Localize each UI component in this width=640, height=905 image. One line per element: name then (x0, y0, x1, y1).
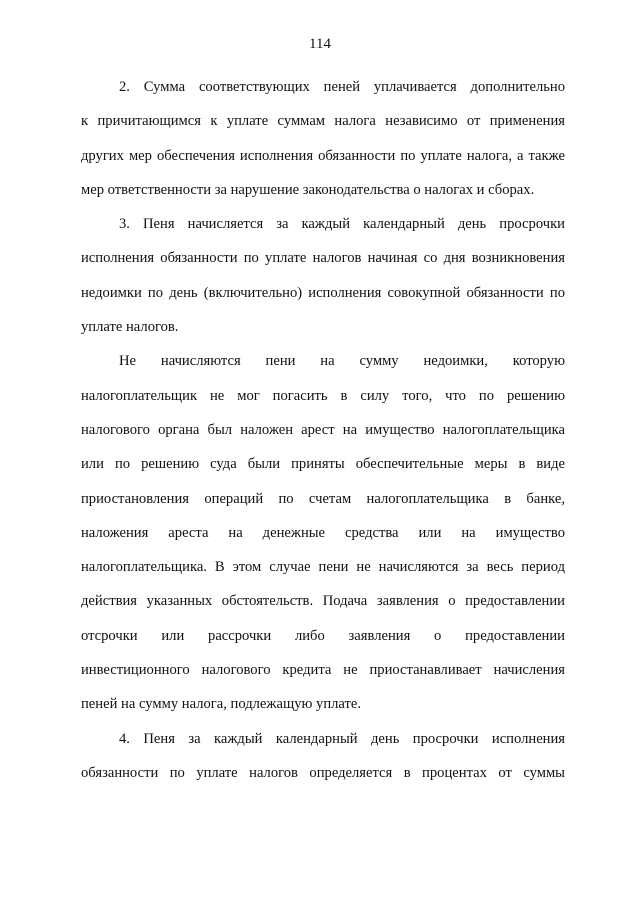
text-line: других мер обеспечения исполнения обязанности по уплате налога, а также (81, 147, 565, 164)
paragraph-4 (81, 722, 565, 791)
text-line: 3. Пеня начисляется за каждый календарный день просрочки (119, 216, 565, 233)
text-line: 2. Сумма соответствующих пеней уплачивается дополнительно (119, 79, 565, 95)
text-line: налогоплательщика. В этом случае пени не начисляются за весь период (81, 559, 565, 576)
text-line: Не начисляются пени на сумму недоимки, которую (119, 353, 565, 370)
paragraph-3-continued (81, 344, 565, 721)
text-line: уплате налогов. (81, 319, 179, 336)
paragraph-3 (81, 207, 565, 344)
text-line: наложения ареста на денежные средства или на имущество (81, 524, 565, 541)
text-line: налогового органа был наложен арест на имущество налогоплательщика (81, 421, 565, 438)
text-line: или по решению суда были приняты обеспечительные меры в виде (81, 456, 565, 473)
document-body (81, 70, 565, 790)
text-line: налогоплательщик не мог погасить в силу того, что по решению (81, 387, 565, 404)
text-line: пеней на сумму налога, подлежащую уплате. (81, 696, 362, 713)
text-line: исполнения обязанности по уплате налогов начиная со дня возникновения (81, 250, 565, 267)
page-number: 114 (309, 36, 331, 52)
paragraph-2 (81, 70, 565, 207)
text-line: инвестиционного налогового кредита не приостанавливает начисления (81, 662, 565, 679)
text-line: недоимки по день (включительно) исполнения совокупной обязанности по (81, 284, 565, 301)
text-line: приостановления операций по счетам налогоплательщика в банке, (81, 490, 565, 507)
text-line: действия указанных обстоятельств. Подача заявления о предоставлении (81, 593, 565, 610)
text-line: обязанности по уплате налогов определяется в процентах от суммы (81, 764, 565, 781)
text-line: мер ответственности за нарушение законодательства о налогах и сборах. (81, 181, 535, 198)
text-line: отсрочки или рассрочки либо заявления о предоставлении (81, 627, 565, 644)
text-line: 4. Пеня за каждый календарный день просрочки исполнения (119, 730, 565, 747)
text-line: к причитающимся к уплате суммам налога независимо от применения (81, 113, 565, 130)
